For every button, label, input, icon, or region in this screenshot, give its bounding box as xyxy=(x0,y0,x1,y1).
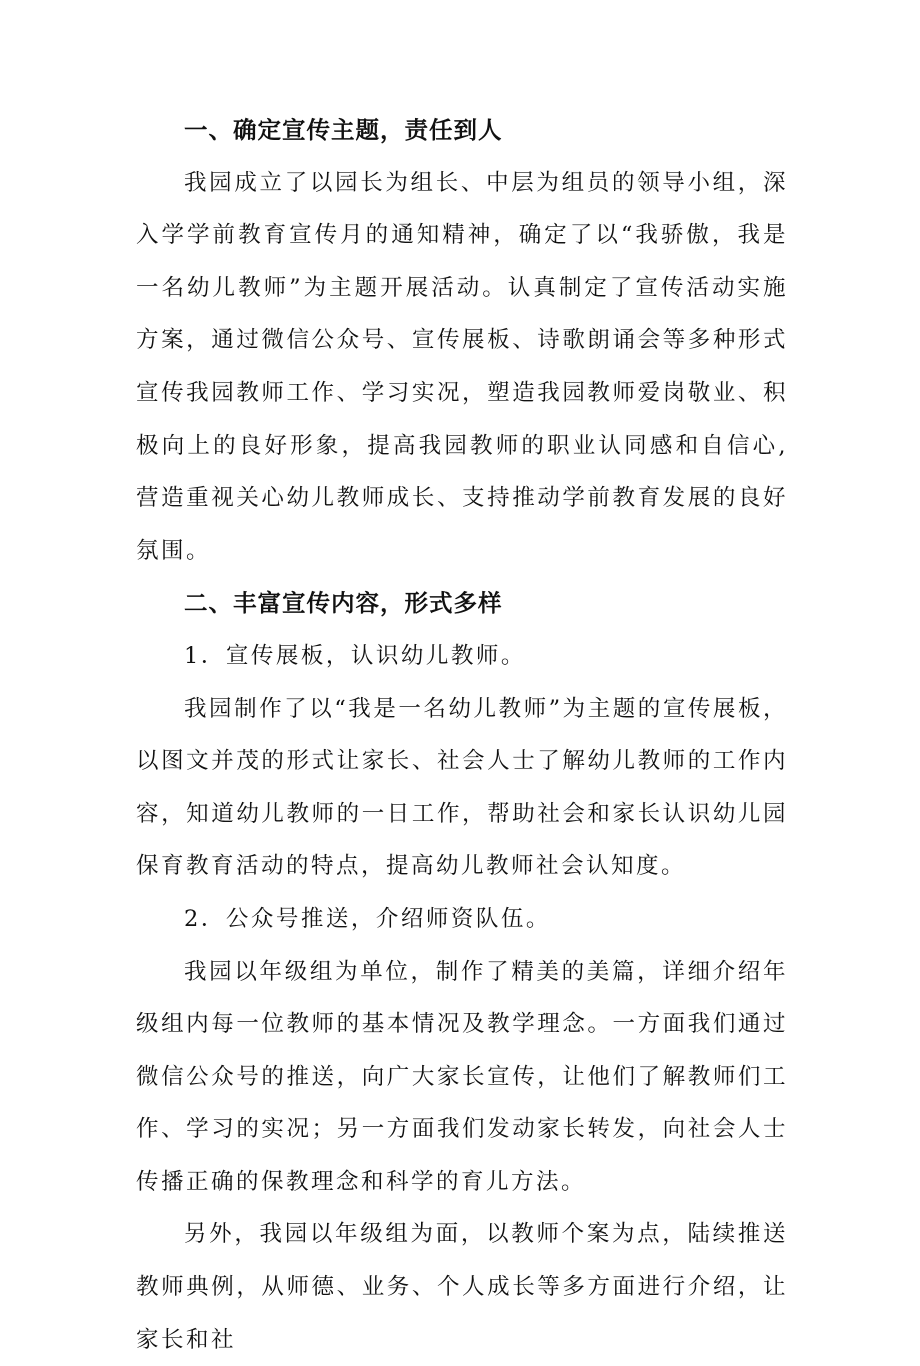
section-1-heading: 一、确定宣传主题，责任到人 xyxy=(184,116,503,144)
item-2-paragraph-2: 另外，我园以年级组为面，以教师个案为点，陆续推送教师典例，从师德、业务、个人成长等多方面进行介绍，让家长和社 xyxy=(136,1221,788,1353)
section-1-paragraph: 我园成立了以园长为组长、中层为组员的领导小组，深入学学前教育宣传月的通知精神，确定了以“我骄傲，我是一名幼儿教师”为主题开展活动。认真制定了宣传活动实施方案，通过微信公众号、宣传展板、诗歌朗诵会等多种形式宣传我园教师工作、学习实况，塑造我园教师爱岗敬业、积极向上的良好形象，提高我园教师的职业认同感和自信心,营造重视关心幼儿教师成长、支持推动学前教育发展的良好氛围。 xyxy=(136,169,788,564)
item-1-title: 1．宣传展板，认识幼儿教师。 xyxy=(184,642,526,669)
item-2-title: 2．公众号推送，介绍师资队伍。 xyxy=(184,905,551,932)
section-2-heading: 二、丰富宣传内容，形式多样 xyxy=(184,589,503,618)
item-2-paragraph-1: 我园以年级组为单位，制作了精美的美篇，详细介绍年级组内每一位教师的基本情况及教学理念。一方面我们通过微信公众号的推送，向广大家长宣传，让他们了解教师们工作、学习的实况；另一方面我们发动家长转发，向社会人士传播正确的保教理念和科学的育儿方法。 xyxy=(136,958,788,1195)
document-body xyxy=(136,104,788,1366)
item-1-paragraph: 我园制作了以“我是一名幼儿教师”为主题的宣传展板，以图文并茂的形式让家长、社会人士了解幼儿教师的工作内容，知道幼儿教师的一日工作，帮助社会和家长认识幼儿园保育教育活动的特点，提高幼儿教师社会认知度。 xyxy=(136,695,788,880)
